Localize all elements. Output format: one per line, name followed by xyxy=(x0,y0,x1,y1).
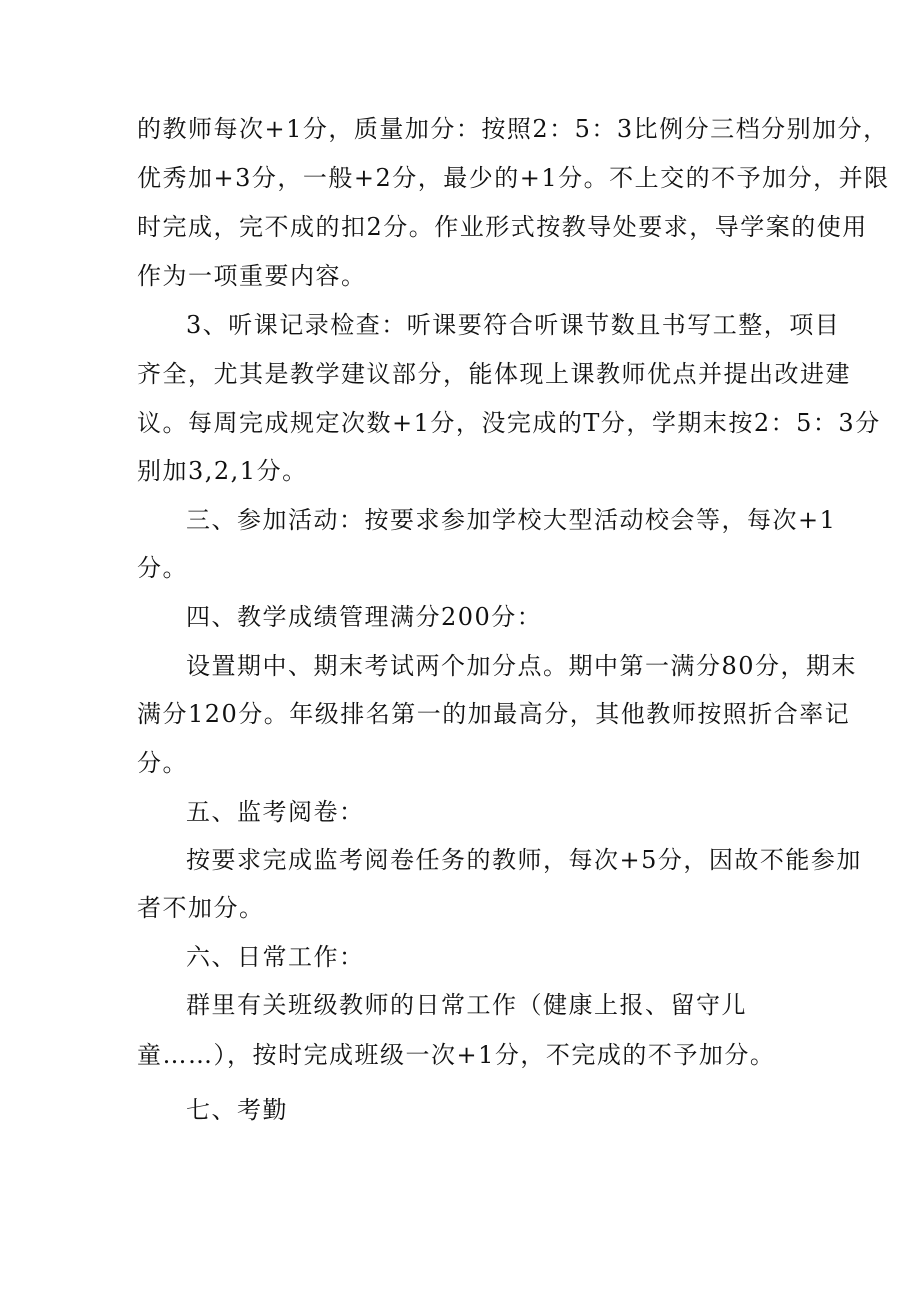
section-heading: 四、教学成绩管理满分200分： xyxy=(186,603,543,631)
paragraph-line: 时完成，完不成的扣2分。作业形式按教导处要求，导学案的使用 xyxy=(137,213,868,241)
paragraph-line: 按要求完成监考阅卷任务的教师，每次+5分，因故不能参加 xyxy=(186,846,862,874)
section-heading: 五、监考阅卷： xyxy=(186,798,365,826)
section-heading: 六、日常工作： xyxy=(186,943,365,971)
paragraph-line: 分。 xyxy=(137,554,188,582)
paragraph-line: 满分120分。年级排名第一的加最高分，其他教师按照折合率记 xyxy=(137,700,851,728)
paragraph-line: 齐全，尤其是教学建议部分，能体现上课教师优点并提出改进建 xyxy=(137,360,851,388)
paragraph-line: 者不加分。 xyxy=(137,894,265,922)
section-heading: 七、考勤 xyxy=(186,1096,288,1124)
paragraph-line: 议。每周完成规定次数+1分，没完成的T分，学期末按2：5：3分 xyxy=(137,409,881,437)
paragraph-line: 设置期中、期末考试两个加分点。期中第一满分80分，期末 xyxy=(186,652,858,680)
paragraph-line: 群里有关班级教师的日常工作（健康上报、留守儿 xyxy=(186,991,747,1019)
paragraph-line: 童……），按时完成班级一次+1分，不完成的不予加分。 xyxy=(137,1041,776,1069)
paragraph-line: 别加3,2,1分。 xyxy=(137,457,308,485)
paragraph-line: 作为一项重要内容。 xyxy=(137,262,367,290)
paragraph-line: 分。 xyxy=(137,749,188,777)
section-heading-line: 三、参加活动：按要求参加学校大型活动校会等，每次+1 xyxy=(186,506,837,534)
paragraph-line: 3、听课记录检查：听课要符合听课节数且书写工整，项目 xyxy=(186,311,841,339)
paragraph-line: 优秀加+3分，一般+2分，最少的+1分。不上交的不予加分，并限 xyxy=(137,164,890,192)
paragraph-line: 的教师每次+1分，质量加分：按照2：5：3比例分三档分别加分， xyxy=(137,115,889,143)
